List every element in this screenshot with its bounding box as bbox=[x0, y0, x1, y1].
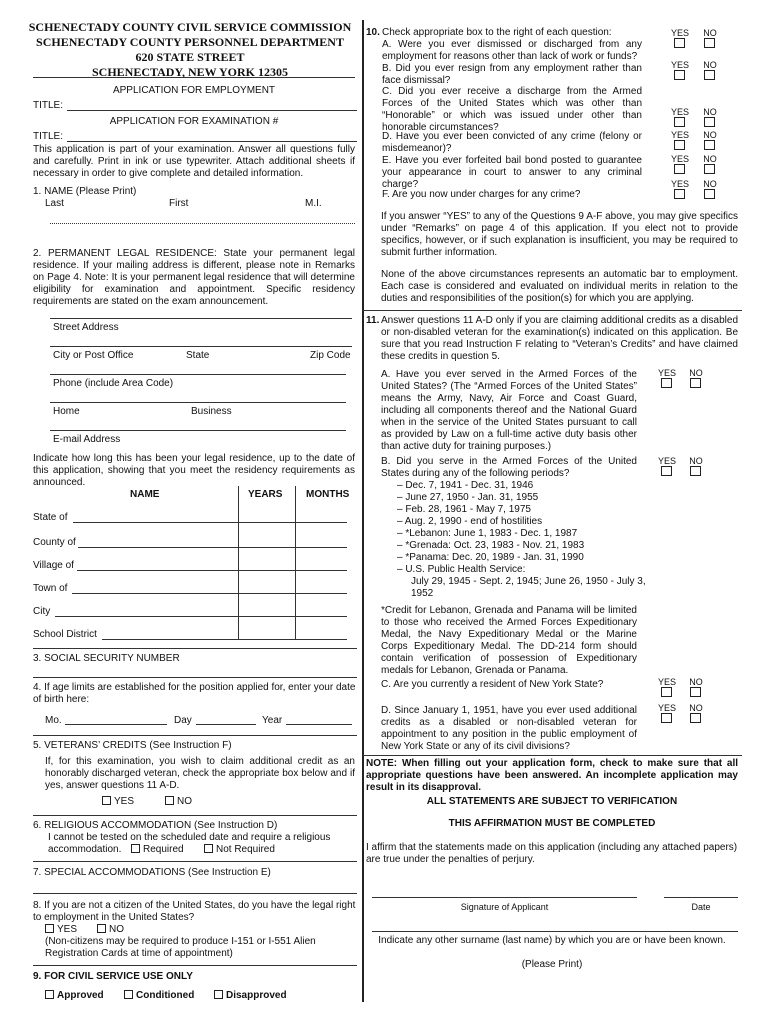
q6-label: 6. RELIGIOUS ACCOMMODATION (See Instruction D) bbox=[33, 820, 278, 831]
q5-label: 5. VETERANS’ CREDITS (See Instruction F) bbox=[33, 740, 232, 751]
q10a-yes-label: YES bbox=[670, 28, 689, 38]
q10c-text: C. Did you ever receive a discharge from the Armed Forces of the United States which was other than “Honorable” or which was issued under other than honorable circumstances? bbox=[382, 86, 642, 133]
q10e-no-label: NO bbox=[703, 154, 717, 164]
q10d-no-label: NO bbox=[703, 130, 717, 140]
q10c-no-checkbox[interactable] bbox=[704, 117, 715, 127]
q11d-yes-label: YES bbox=[657, 703, 676, 713]
q6-not-required-option[interactable] bbox=[204, 844, 275, 856]
divider-q5 bbox=[33, 735, 357, 736]
form-header bbox=[20, 20, 360, 80]
res-row-state: State of bbox=[33, 512, 68, 523]
q2-text: 2. PERMANENT LEGAL RESIDENCE: State your permanent legal residence. If your mailing address is different, please note in Remarks on Page 4. Note: It is your permanent legal residence that will determine eligibility for examination and appointment. Specific residency requirements are stated on the exam announcement. bbox=[33, 248, 355, 307]
q6-required-checkbox[interactable] bbox=[131, 844, 140, 853]
q11a-text: A. Have you ever served in the Armed Forces of the United States? (The “Armed Forces of the United States” means the Army, Navy, Air Force and Coast Guard, including all components thereof and the National Guard when in the service of the United States pursuant to call as provided by Law on a full-time active duty basis other than active duty for training purposes.) bbox=[381, 369, 637, 452]
q8-no-label: NO bbox=[109, 924, 124, 935]
res-row-school: School District bbox=[33, 629, 97, 640]
q11a-yes-checkbox[interactable] bbox=[661, 378, 672, 388]
q10a-no-label: NO bbox=[703, 28, 717, 38]
q8-yes-checkbox[interactable] bbox=[45, 924, 54, 933]
dob-mo-field[interactable] bbox=[65, 724, 167, 725]
column-divider bbox=[362, 20, 364, 1002]
business-label: Business bbox=[191, 406, 232, 417]
phone-field[interactable] bbox=[50, 374, 346, 375]
q10b-text: B. Did you ever resign from any employment rather than face dismissal? bbox=[382, 63, 642, 86]
divider-note bbox=[362, 755, 742, 756]
q10e-no-checkbox[interactable] bbox=[704, 164, 715, 174]
q11c-yes-label: YES bbox=[657, 677, 676, 687]
dob-mo-label: Mo. bbox=[45, 715, 62, 726]
q10f-text: F. Are you now under charges for any crime? bbox=[382, 189, 581, 200]
period-panama: – *Panama: Dec. 20, 1989 - Jan. 31, 1990 bbox=[397, 552, 584, 563]
approved-checkbox[interactable] bbox=[45, 990, 54, 999]
q6-not-required-checkbox[interactable] bbox=[204, 844, 213, 853]
period-grenada: – *Grenada: Oct. 23, 1983 - Nov. 21, 1983 bbox=[397, 540, 585, 551]
header-street: 620 STATE STREET bbox=[135, 50, 245, 64]
divider-q11 bbox=[362, 310, 742, 311]
q8-yes-option[interactable] bbox=[45, 924, 77, 936]
residency-intro: Indicate how long this has been your legal residence, up to the date of this application, showing that you meet the residency requirements as announced. bbox=[33, 453, 355, 488]
q11a-no-label: NO bbox=[689, 368, 703, 378]
q11d-text: D. Since January 1, 1951, have you ever used additional credits as a disabled or non-disabled veteran for appointment to any position in the public employment of New York State or any of its civil divisions? bbox=[381, 705, 637, 752]
q8-yes-label: YES bbox=[57, 924, 78, 935]
name-first-label: First bbox=[169, 198, 189, 209]
city-label: City or Post Office bbox=[53, 350, 134, 361]
date-label: Date bbox=[691, 902, 711, 912]
dob-year-label: Year bbox=[262, 715, 283, 726]
q8-no-checkbox[interactable] bbox=[97, 924, 106, 933]
conditioned-option[interactable] bbox=[124, 990, 194, 1002]
disapproved-option[interactable] bbox=[214, 990, 287, 1002]
divider-q6 bbox=[33, 815, 357, 816]
q11a-no-checkbox[interactable] bbox=[690, 378, 701, 388]
q10e-yes-label: YES bbox=[670, 154, 689, 164]
incomplete-application-note: NOTE: When filling out your application form, check to make sure that all appropriate questions have been answered. An incomplete application may result in its disapproval. bbox=[366, 758, 738, 793]
res-field-town[interactable] bbox=[72, 593, 347, 594]
q10c-yes-checkbox[interactable] bbox=[674, 117, 685, 127]
divider-q8 bbox=[33, 893, 357, 894]
title-label-2: TITLE: bbox=[33, 131, 64, 142]
q10a-yes-checkbox[interactable] bbox=[674, 38, 685, 48]
res-field-city[interactable] bbox=[55, 616, 347, 617]
period-korea: – June 27, 1950 - Jan. 31, 1955 bbox=[397, 492, 539, 503]
state-label: State bbox=[186, 350, 210, 361]
q10f-yes-checkbox[interactable] bbox=[674, 189, 685, 199]
divider-q7 bbox=[33, 861, 357, 862]
q10e-text: E. Have you ever forfeited bail bond posted to guarantee your appearance in court to answer to any criminal charge? bbox=[382, 155, 642, 190]
verification-statement: ALL STATEMENTS ARE SUBJECT TO VERIFICATION bbox=[426, 796, 678, 807]
date-field[interactable] bbox=[664, 897, 738, 898]
home-label: Home bbox=[53, 406, 80, 417]
q11b-yes-label: YES bbox=[657, 456, 676, 466]
city-field[interactable] bbox=[50, 346, 352, 347]
q10d-yes-label: YES bbox=[670, 130, 689, 140]
application-exam-label: APPLICATION FOR EXAMINATION # bbox=[109, 116, 279, 127]
q10d-yes-checkbox[interactable] bbox=[674, 140, 685, 150]
conditioned-checkbox[interactable] bbox=[124, 990, 133, 999]
service-periods-list bbox=[397, 480, 647, 600]
q10-number: 10. bbox=[366, 27, 380, 38]
divider-q3 bbox=[33, 648, 357, 649]
title-field-2[interactable] bbox=[67, 141, 357, 142]
q5-yes-option[interactable] bbox=[102, 796, 134, 808]
res-row-city: City bbox=[33, 606, 51, 617]
q11d-no-label: NO bbox=[689, 703, 703, 713]
q11c-yes-checkbox[interactable] bbox=[661, 687, 672, 697]
email-field[interactable] bbox=[50, 430, 346, 431]
q5-no-option[interactable] bbox=[165, 796, 192, 808]
disapproved-checkbox[interactable] bbox=[214, 990, 223, 999]
application-employment-label: APPLICATION FOR EMPLOYMENT bbox=[112, 85, 276, 96]
q8-no-option[interactable] bbox=[97, 924, 124, 936]
period-lebanon: – *Lebanon: June 1, 1983 - Dec. 1, 1987 bbox=[397, 528, 578, 539]
affirmation-text: I affirm that the statements made on this application (including any attached papers) are true under the penalties of perjury. bbox=[366, 842, 738, 865]
q5-yes-checkbox[interactable] bbox=[102, 796, 111, 805]
approved-label: Approved bbox=[57, 990, 104, 1001]
q4-text: 4. If age limits are established for the position applied for, enter your date of birth here: bbox=[33, 682, 356, 705]
divider-q9 bbox=[33, 965, 357, 966]
please-print-label: (Please Print) bbox=[521, 959, 583, 970]
res-field-county[interactable] bbox=[78, 547, 347, 548]
q11a-yes-label: YES bbox=[657, 368, 676, 378]
q10b-no-label: NO bbox=[703, 60, 717, 70]
q10-instruction: Check appropriate box to the right of each question: bbox=[382, 27, 612, 38]
q11-text: Answer questions 11 A-D only if you are claiming additional credits as a disabled or non-disabled veteran for the examination(s) indicated on this application. Be sure that you read Instruction F relating to “Veteran’s Credits” and have claimed these credits in question 5. bbox=[381, 315, 738, 362]
q10c-yes-label: YES bbox=[670, 107, 689, 117]
dob-year-field[interactable] bbox=[286, 724, 352, 725]
name-last-label: Last bbox=[45, 198, 64, 209]
header-department: SCHENECTADY COUNTY PERSONNEL DEPARTMENT bbox=[36, 35, 344, 49]
q6-required-option[interactable] bbox=[131, 844, 184, 856]
signature-label: Signature of Applicant bbox=[460, 902, 549, 912]
q6-required-label: Required bbox=[143, 844, 184, 855]
phone-label: Phone (include Area Code) bbox=[53, 378, 174, 389]
affirmation-heading: THIS AFFIRMATION MUST BE COMPLETED bbox=[448, 818, 656, 829]
q11c-no-label: NO bbox=[689, 677, 703, 687]
q10-note-no-bar: None of the above circumstances represents an automatic bar to employment. Each case is considered and evaluated on individual merits in relation to the duties and responsibilities of the position(s) for which you are applying. bbox=[381, 269, 738, 304]
dob-day-label: Day bbox=[174, 715, 192, 726]
header-city: SCHENECTADY, NEW YORK 12305 bbox=[91, 65, 289, 79]
q6-text: I cannot be tested on the scheduled date and require a religious accommodation. bbox=[48, 832, 331, 855]
q9-label: 9. FOR CIVIL SERVICE USE ONLY bbox=[33, 971, 193, 982]
q10c-no-label: NO bbox=[703, 107, 717, 117]
name-mi-label: M.I. bbox=[305, 198, 322, 209]
q5-text: If, for this examination, you wish to claim additional credit as an honorably discharged veteran, check the appropriate box below and if yes, answer questions 11 A-D. bbox=[45, 756, 355, 791]
res-row-town: Town of bbox=[33, 583, 68, 594]
intro-text: This application is part of your examination. Answer all questions fully and carefully. Print in ink or use typewriter. Attach additional sheets if necessary in order to give complete and detailed information. bbox=[33, 144, 355, 179]
q10b-yes-label: YES bbox=[670, 60, 689, 70]
q11c-no-checkbox[interactable] bbox=[690, 687, 701, 697]
q10a-text: A. Were you ever dismissed or discharged from any employment for reasons other than lack of work or funds? bbox=[382, 39, 642, 62]
q10-note-specifics: If you answer “YES” to any of the Questions 9 A-F above, you may give specifics under “Remarks” on page 4 of this application. If you elect not to provide specifics, however, or if such explanation is insufficient, you may be required to submit further information. bbox=[381, 211, 738, 258]
q10f-no-checkbox[interactable] bbox=[704, 189, 715, 199]
res-row-county: County of bbox=[33, 537, 76, 548]
col-years-header: YEARS bbox=[248, 489, 283, 500]
q11c-text: C. Are you currently a resident of New York State? bbox=[381, 679, 604, 690]
q5-yes-label: YES bbox=[114, 796, 135, 807]
name-field[interactable] bbox=[50, 223, 355, 224]
q8-text: 8. If you are not a citizen of the United States, do you have the legal right to employment in the United States? bbox=[33, 900, 356, 923]
q7-label: 7. SPECIAL ACCOMMODATIONS (See Instruction E) bbox=[33, 867, 271, 878]
q11-number: 11. bbox=[366, 315, 380, 326]
dob-day-field[interactable] bbox=[196, 724, 256, 725]
period-gulf: – Aug. 2, 1990 - end of hostilities bbox=[397, 516, 543, 527]
signature-field[interactable] bbox=[372, 897, 637, 898]
q10d-no-checkbox[interactable] bbox=[704, 140, 715, 150]
other-surname-field[interactable] bbox=[372, 931, 738, 932]
street-field[interactable] bbox=[50, 318, 352, 319]
col-name-header: NAME bbox=[130, 489, 160, 500]
q11b-no-label: NO bbox=[689, 456, 703, 466]
q11b-no-checkbox[interactable] bbox=[690, 466, 701, 476]
col-months-header: MONTHS bbox=[306, 489, 350, 500]
q11b-text: B. Did you serve in the Armed Forces of the United States during any of the following periods? bbox=[381, 456, 637, 479]
zip-label: Zip Code bbox=[310, 350, 351, 361]
expeditionary-credit-note: *Credit for Lebanon, Grenada and Panama will be limited to those who received the Armed Forces Expeditionary Medal, the Navy Expeditionary Medal or the Marine Corps Expeditionary Medal. The DD-214 form should contain verification of possession of Expeditionary medals for Lebanon, Grenada or Panama. bbox=[381, 605, 637, 676]
header-divider bbox=[33, 77, 355, 78]
header-commission: SCHENECTADY COUNTY CIVIL SERVICE COMMISSION bbox=[28, 20, 352, 34]
q6-not-required-label: Not Required bbox=[216, 844, 275, 855]
res-field-village[interactable] bbox=[77, 570, 347, 571]
q5-no-checkbox[interactable] bbox=[165, 796, 174, 805]
period-ww2: – Dec. 7, 1941 - Dec. 31, 1946 bbox=[397, 480, 534, 491]
period-vietnam: – Feb. 28, 1961 - May 7, 1975 bbox=[397, 504, 531, 515]
q10a-no-checkbox[interactable] bbox=[704, 38, 715, 48]
q1-label: 1. NAME (Please Print) bbox=[33, 186, 137, 197]
res-field-school[interactable] bbox=[102, 639, 347, 640]
q11d-yes-checkbox[interactable] bbox=[661, 713, 672, 723]
title-field-1[interactable] bbox=[67, 110, 357, 111]
res-row-village: Village of bbox=[33, 560, 74, 571]
q8-note: (Non-citizens may be required to produce I-151 or I-551 Alien Registration Cards at time of appointment) bbox=[45, 936, 316, 959]
q3-label: 3. SOCIAL SECURITY NUMBER bbox=[33, 653, 180, 664]
q10b-no-checkbox[interactable] bbox=[704, 70, 715, 80]
q10f-yes-label: YES bbox=[670, 179, 689, 189]
email-label: E-mail Address bbox=[53, 434, 121, 445]
q11d-no-checkbox[interactable] bbox=[690, 713, 701, 723]
q10f-no-label: NO bbox=[703, 179, 717, 189]
other-surname-label: Indicate any other surname (last name) by which you are or have been known. bbox=[378, 935, 726, 946]
q11b-yes-checkbox[interactable] bbox=[661, 466, 672, 476]
home-business-field[interactable] bbox=[50, 402, 346, 403]
title-label-1: TITLE: bbox=[33, 100, 64, 111]
q5-no-label: NO bbox=[177, 796, 192, 807]
res-field-state[interactable] bbox=[73, 522, 347, 523]
street-label: Street Address bbox=[53, 322, 119, 333]
period-phs-dates: July 29, 1945 - Sept. 2, 1945; June 26, 1950 - July 3, 1952 bbox=[411, 576, 646, 599]
approved-option[interactable] bbox=[45, 990, 104, 1002]
divider-q4 bbox=[33, 677, 357, 678]
conditioned-label: Conditioned bbox=[136, 990, 195, 1001]
q10b-yes-checkbox[interactable] bbox=[674, 70, 685, 80]
q10d-text: D. Have you ever been convicted of any crime (felony or misdemeanor)? bbox=[382, 131, 642, 154]
disapproved-label: Disapproved bbox=[226, 990, 287, 1001]
period-phs: – U.S. Public Health Service: bbox=[397, 564, 526, 575]
q10e-yes-checkbox[interactable] bbox=[674, 164, 685, 174]
